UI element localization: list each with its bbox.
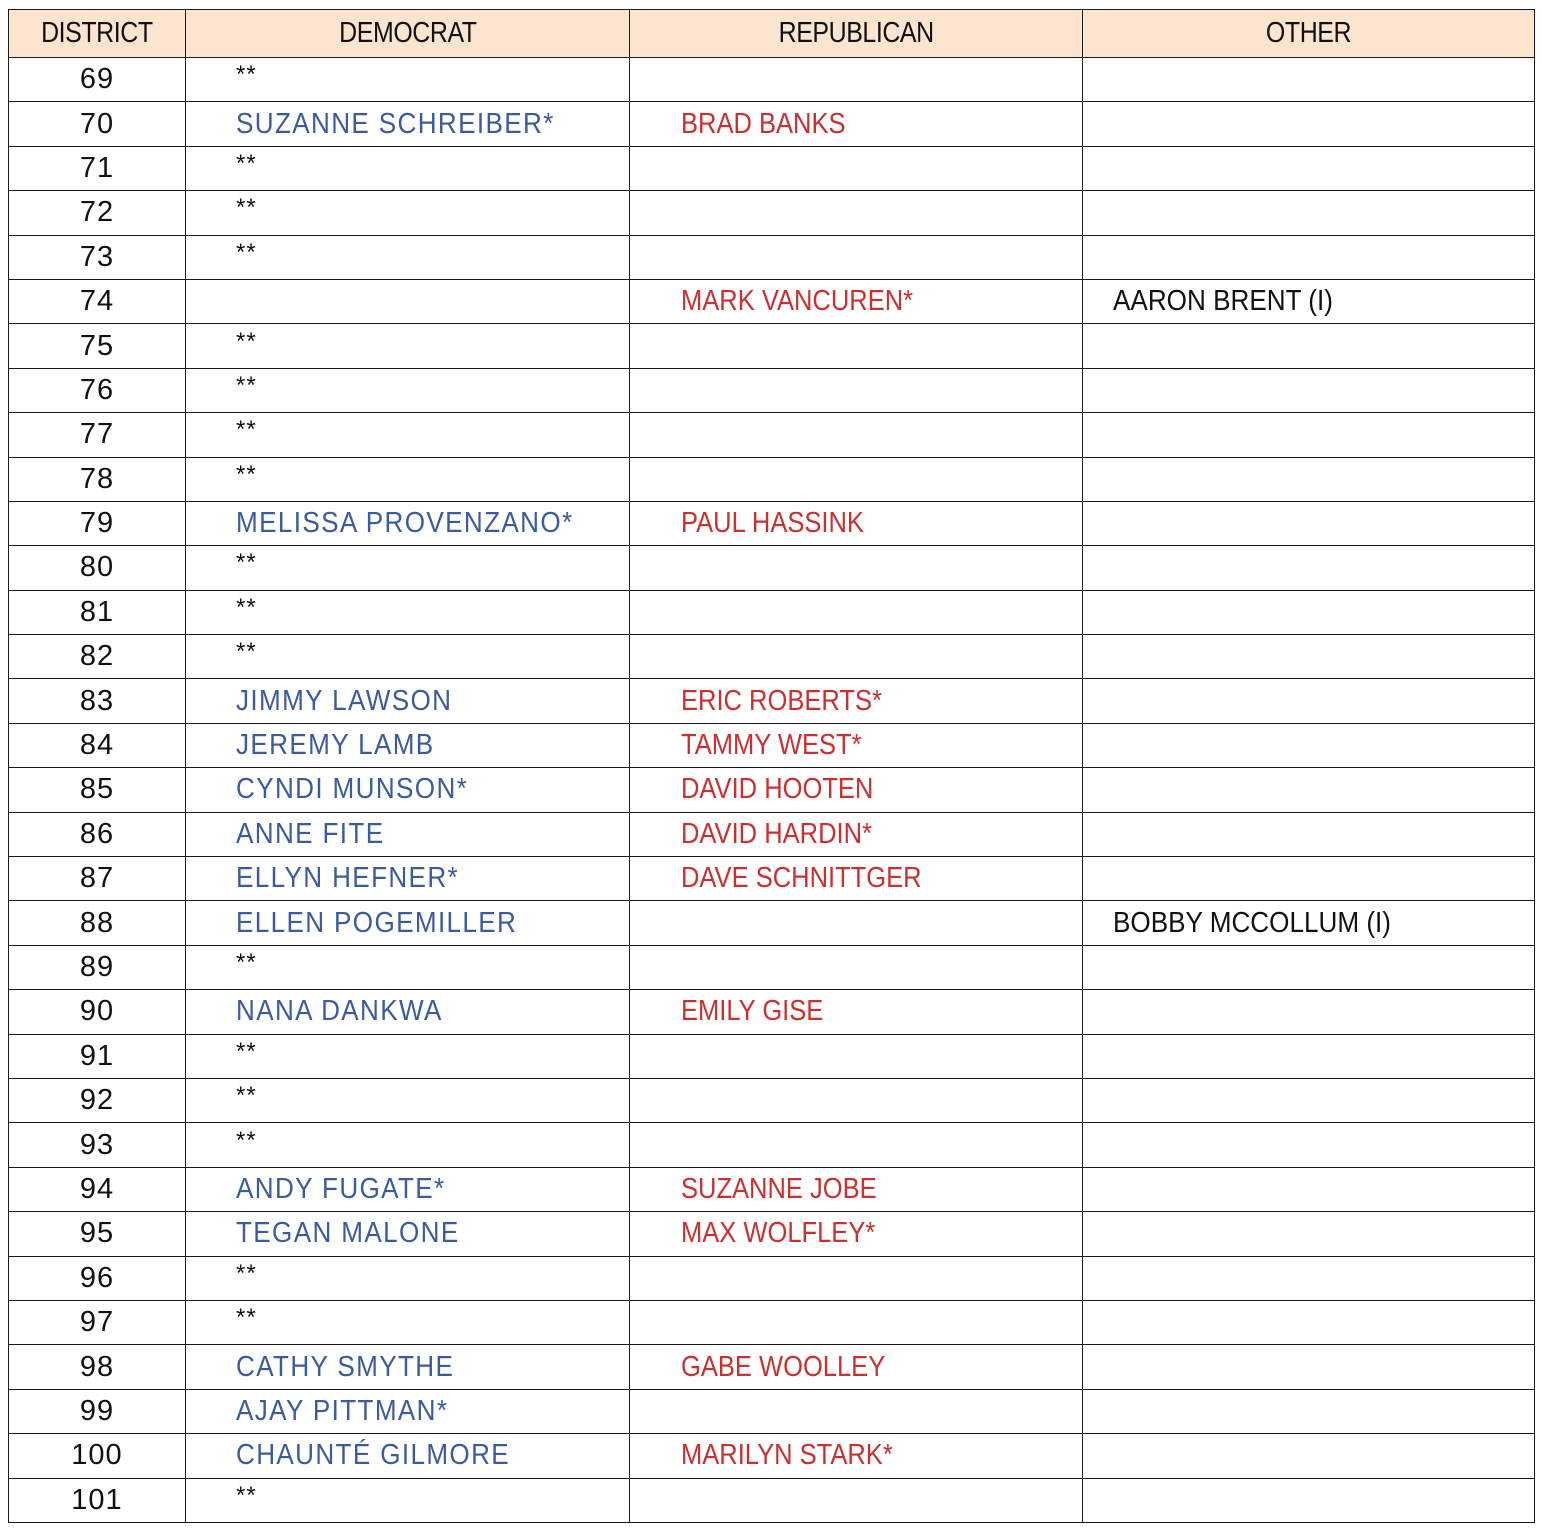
republican-cell — [630, 1212, 1083, 1256]
republican-cell — [630, 1123, 1083, 1167]
other-cell — [1083, 1478, 1535, 1522]
republican-cell — [630, 901, 1083, 945]
district-cell: 83 — [9, 679, 186, 723]
republican-candidate: MAX WOLFLEY* — [681, 1217, 876, 1250]
other-cell — [1083, 501, 1535, 545]
district-cell: 70 — [9, 102, 186, 146]
district-cell: 85 — [9, 768, 186, 812]
table-row — [9, 901, 1535, 945]
republican-cell — [630, 1389, 1083, 1433]
district-cell: 77 — [9, 413, 186, 457]
district-cell: 71 — [9, 146, 186, 190]
other-cell — [1083, 857, 1535, 901]
other-cell — [1083, 812, 1535, 856]
democrat-cell — [186, 1167, 630, 1211]
no-candidate-marker: ** — [236, 194, 257, 222]
democrat-cell — [186, 1256, 630, 1300]
democrat-cell — [186, 1300, 630, 1344]
democrat-cell — [186, 990, 630, 1034]
district-cell: 74 — [9, 279, 186, 323]
other-cell — [1083, 679, 1535, 723]
table-row — [9, 1300, 1535, 1344]
district-cell: 81 — [9, 590, 186, 634]
republican-candidate: GABE WOOLLEY — [681, 1350, 886, 1383]
democrat-cell — [186, 457, 630, 501]
other-cell — [1083, 102, 1535, 146]
democrat-cell — [186, 590, 630, 634]
district-cell: 78 — [9, 457, 186, 501]
republican-cell — [630, 1167, 1083, 1211]
district-cell: 86 — [9, 812, 186, 856]
democrat-cell — [186, 768, 630, 812]
table-row — [9, 279, 1535, 323]
republican-cell — [630, 368, 1083, 412]
other-cell — [1083, 413, 1535, 457]
no-candidate-marker: ** — [236, 549, 257, 577]
no-candidate-marker: ** — [236, 238, 257, 266]
no-candidate-marker: ** — [236, 327, 257, 355]
district-cell: 76 — [9, 368, 186, 412]
democrat-candidate: JEREMY LAMB — [236, 729, 435, 762]
district-cell: 101 — [9, 1478, 186, 1522]
other-cell — [1083, 1123, 1535, 1167]
democrat-cell — [186, 191, 630, 235]
no-candidate-marker: ** — [236, 638, 257, 666]
no-candidate-marker: ** — [236, 1126, 257, 1154]
table-row — [9, 191, 1535, 235]
other-cell — [1083, 146, 1535, 190]
democrat-cell — [186, 1478, 630, 1522]
district-cell: 73 — [9, 235, 186, 279]
democrat-candidate: ANNE FITE — [236, 817, 385, 850]
other-cell — [1083, 1212, 1535, 1256]
republican-cell — [630, 723, 1083, 767]
republican-cell — [630, 235, 1083, 279]
republican-cell — [630, 58, 1083, 102]
district-cell: 93 — [9, 1123, 186, 1167]
table-row — [9, 413, 1535, 457]
table-row — [9, 945, 1535, 989]
other-cell — [1083, 635, 1535, 679]
democrat-candidate: NANA DANKWA — [236, 995, 443, 1028]
democrat-cell — [186, 501, 630, 545]
table-header — [9, 10, 1535, 58]
district-cell: 94 — [9, 1167, 186, 1211]
other-cell — [1083, 1256, 1535, 1300]
column-header-republican: REPUBLICAN — [630, 10, 1083, 58]
democrat-candidate: TEGAN MALONE — [236, 1217, 460, 1250]
other-cell — [1083, 768, 1535, 812]
other-cell — [1083, 590, 1535, 634]
table-row — [9, 1123, 1535, 1167]
no-candidate-marker: ** — [236, 1259, 257, 1287]
no-candidate-marker: ** — [236, 1304, 257, 1332]
democrat-cell — [186, 279, 630, 323]
republican-cell — [630, 546, 1083, 590]
republican-candidate: TAMMY WEST* — [681, 729, 862, 762]
other-cell — [1083, 457, 1535, 501]
table-row — [9, 679, 1535, 723]
other-cell — [1083, 235, 1535, 279]
democrat-candidate: ANDY FUGATE* — [236, 1172, 446, 1205]
column-header-district: DISTRICT — [9, 10, 186, 58]
democrat-cell — [186, 812, 630, 856]
district-cell: 97 — [9, 1300, 186, 1344]
no-candidate-marker: ** — [236, 1481, 257, 1509]
democrat-cell — [186, 146, 630, 190]
district-cell: 95 — [9, 1212, 186, 1256]
table-row — [9, 1167, 1535, 1211]
other-cell — [1083, 546, 1535, 590]
district-cell: 92 — [9, 1078, 186, 1122]
democrat-candidate: AJAY PITTMAN* — [236, 1394, 449, 1427]
republican-candidate: BRAD BANKS — [681, 107, 846, 140]
other-cell — [1083, 945, 1535, 989]
republican-cell — [630, 857, 1083, 901]
republican-cell — [630, 1256, 1083, 1300]
republican-cell — [630, 945, 1083, 989]
table-row — [9, 723, 1535, 767]
table-row — [9, 590, 1535, 634]
democrat-cell — [186, 945, 630, 989]
republican-cell — [630, 413, 1083, 457]
democrat-candidate: ELLEN POGEMILLER — [236, 906, 518, 939]
other-candidate: AARON BRENT (I) — [1113, 285, 1333, 318]
democrat-cell — [186, 1212, 630, 1256]
no-candidate-marker: ** — [236, 949, 257, 976]
table-row — [9, 546, 1535, 590]
table-row — [9, 324, 1535, 368]
democrat-cell — [186, 413, 630, 457]
table-row — [9, 235, 1535, 279]
republican-cell — [630, 146, 1083, 190]
democrat-cell — [186, 368, 630, 412]
district-cell: 69 — [9, 58, 186, 102]
no-candidate-marker: ** — [236, 61, 257, 89]
table-row — [9, 146, 1535, 190]
table-row — [9, 501, 1535, 545]
republican-candidate: ERIC ROBERTS* — [681, 684, 882, 717]
republican-candidate: EMILY GISE — [681, 995, 824, 1028]
republican-candidate: DAVID HOOTEN — [681, 773, 874, 806]
district-cell: 80 — [9, 546, 186, 590]
district-cell: 96 — [9, 1256, 186, 1300]
democrat-cell — [186, 102, 630, 146]
democrat-cell — [186, 58, 630, 102]
democrat-candidate: CHAUNTÉ GILMORE — [236, 1439, 511, 1472]
district-cell: 82 — [9, 635, 186, 679]
table-row — [9, 1078, 1535, 1122]
republican-cell — [630, 457, 1083, 501]
other-cell — [1083, 901, 1535, 945]
republican-cell — [630, 501, 1083, 545]
table-row — [9, 1212, 1535, 1256]
no-candidate-marker: ** — [236, 1082, 257, 1110]
republican-candidate: DAVE SCHNITTGER — [681, 862, 922, 895]
table-row — [9, 368, 1535, 412]
republican-cell — [630, 1345, 1083, 1389]
democrat-cell — [186, 857, 630, 901]
district-cell: 79 — [9, 501, 186, 545]
republican-candidate: SUZANNE JOBE — [681, 1172, 877, 1205]
table-row — [9, 1256, 1535, 1300]
table-row — [9, 1478, 1535, 1522]
republican-cell — [630, 1434, 1083, 1478]
republican-cell — [630, 1034, 1083, 1078]
table-row — [9, 457, 1535, 501]
other-cell — [1083, 368, 1535, 412]
no-candidate-marker: ** — [236, 1037, 257, 1065]
column-header-democrat: DEMOCRAT — [186, 10, 630, 58]
other-cell — [1083, 990, 1535, 1034]
no-candidate-marker: ** — [236, 593, 257, 621]
republican-cell — [630, 1478, 1083, 1522]
republican-cell — [630, 191, 1083, 235]
democrat-cell — [186, 1434, 630, 1478]
republican-cell — [630, 279, 1083, 323]
democrat-candidate: SUZANNE SCHREIBER* — [236, 107, 555, 140]
other-cell — [1083, 191, 1535, 235]
democrat-candidate: CATHY SMYTHE — [236, 1350, 455, 1383]
republican-cell — [630, 679, 1083, 723]
table-row — [9, 1345, 1535, 1389]
other-cell — [1083, 1300, 1535, 1344]
district-cell: 98 — [9, 1345, 186, 1389]
table-row — [9, 812, 1535, 856]
democrat-cell — [186, 324, 630, 368]
republican-cell — [630, 768, 1083, 812]
republican-cell — [630, 1300, 1083, 1344]
republican-candidate: MARILYN STARK* — [681, 1439, 893, 1472]
district-cell: 91 — [9, 1034, 186, 1078]
republican-candidate: DAVID HARDIN* — [681, 817, 872, 850]
no-candidate-marker: ** — [236, 460, 257, 488]
table-row — [9, 635, 1535, 679]
district-cell: 90 — [9, 990, 186, 1034]
other-cell — [1083, 1389, 1535, 1433]
table-body — [9, 58, 1535, 1523]
district-cell: 89 — [9, 945, 186, 989]
democrat-candidate: MELISSA PROVENZANO* — [236, 507, 574, 540]
other-candidate: BOBBY MCCOLLUM (I) — [1113, 906, 1391, 939]
other-cell — [1083, 58, 1535, 102]
republican-candidate: PAUL HASSINK — [681, 507, 864, 540]
democrat-candidate: CYNDI MUNSON* — [236, 773, 469, 806]
democrat-cell — [186, 723, 630, 767]
other-cell — [1083, 723, 1535, 767]
other-cell — [1083, 1434, 1535, 1478]
candidate-table — [8, 9, 1535, 1523]
district-cell: 84 — [9, 723, 186, 767]
other-cell — [1083, 279, 1535, 323]
district-cell: 100 — [9, 1434, 186, 1478]
other-cell — [1083, 1034, 1535, 1078]
democrat-cell — [186, 901, 630, 945]
republican-cell — [630, 590, 1083, 634]
district-cell: 72 — [9, 191, 186, 235]
democrat-cell — [186, 1078, 630, 1122]
no-candidate-marker: ** — [236, 371, 257, 399]
republican-cell — [630, 812, 1083, 856]
table-row — [9, 768, 1535, 812]
other-cell — [1083, 1167, 1535, 1211]
democrat-cell — [186, 1389, 630, 1433]
democrat-cell — [186, 1034, 630, 1078]
district-cell: 75 — [9, 324, 186, 368]
democrat-cell — [186, 679, 630, 723]
district-cell: 99 — [9, 1389, 186, 1433]
table-row — [9, 1389, 1535, 1433]
republican-candidate: MARK VANCUREN* — [681, 285, 914, 318]
republican-cell — [630, 324, 1083, 368]
other-cell — [1083, 1078, 1535, 1122]
other-cell — [1083, 1345, 1535, 1389]
column-header-other: OTHER — [1083, 10, 1535, 58]
table-row — [9, 1034, 1535, 1078]
district-cell: 87 — [9, 857, 186, 901]
table-row — [9, 857, 1535, 901]
district-cell: 88 — [9, 901, 186, 945]
header-row — [9, 10, 1535, 58]
republican-cell — [630, 102, 1083, 146]
democrat-candidate: ELLYN HEFNER* — [236, 862, 460, 895]
table-row — [9, 58, 1535, 102]
no-candidate-marker: ** — [236, 149, 257, 177]
democrat-cell — [186, 546, 630, 590]
table-row — [9, 1434, 1535, 1478]
republican-cell — [630, 635, 1083, 679]
republican-cell — [630, 1078, 1083, 1122]
democrat-cell — [186, 1123, 630, 1167]
republican-cell — [630, 990, 1083, 1034]
table-row — [9, 990, 1535, 1034]
democrat-cell — [186, 635, 630, 679]
democrat-candidate: JIMMY LAWSON — [236, 684, 453, 717]
other-cell — [1083, 324, 1535, 368]
democrat-cell — [186, 1345, 630, 1389]
democrat-cell — [186, 235, 630, 279]
table-row — [9, 102, 1535, 146]
no-candidate-marker: ** — [236, 416, 257, 444]
